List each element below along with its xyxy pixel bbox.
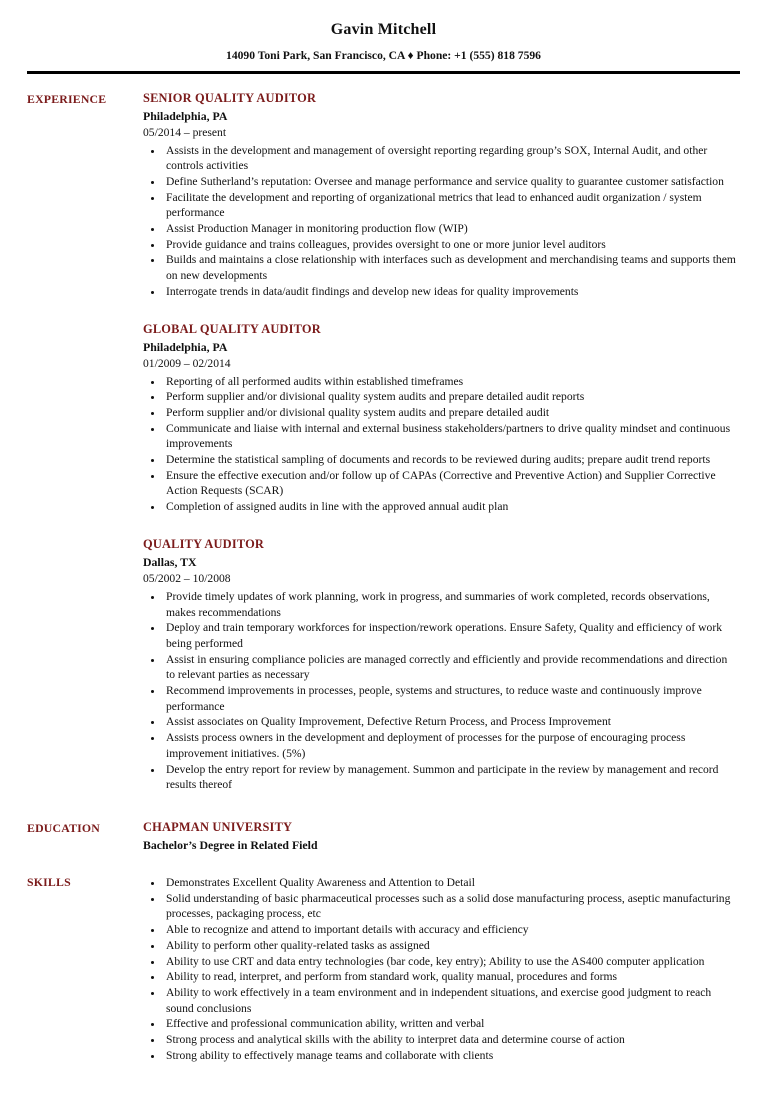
bullet-item: • Ability to perform other quality-related tasks as assigned — [164, 938, 738, 954]
job-location: Dallas, TX — [143, 554, 197, 569]
job-entry — [143, 322, 738, 515]
experience-jobs — [143, 91, 740, 794]
bullet-item: • Effective and professional communication ability, written and verbal — [164, 1016, 738, 1032]
bullet-item: • Completion of assigned audits in line with the approved annual audit plan — [164, 499, 738, 515]
bullet-item: • Develop the entry report for review by management. Summon and participate in the review by management and record results thereof — [164, 762, 738, 793]
skills-section — [27, 874, 740, 1063]
candidate-name: Gavin Mitchell — [330, 21, 437, 38]
section-label-experience: EXPERIENCE — [27, 91, 107, 106]
bullet-item: • Solid understanding of basic pharmaceutical processes such as a solid dose manufacturing process, aseptic manufacturing processes, packaging process, etc — [164, 891, 738, 922]
job-bullets — [143, 374, 738, 515]
job-entry — [143, 91, 738, 300]
education-degree: Bachelor’s Degree in Related Field — [143, 838, 318, 852]
bullet-item: • Define Sutherland’s reputation: Oversee and manage performance and service quality to guarantee customer satisfaction — [164, 174, 738, 190]
job-dates: 05/2014 – present — [143, 125, 227, 139]
bullet-item: • Demonstrates Excellent Quality Awareness and Attention to Detail — [164, 875, 738, 891]
bullet-item: • Reporting of all performed audits within established timeframes — [164, 374, 738, 390]
contact-line: 14090 Toni Park, San Francisco, CA ♦ Phone: +1 (555) 818 7596 — [226, 49, 541, 62]
job-title: GLOBAL QUALITY AUDITOR — [143, 321, 321, 336]
bullet-item: • Perform supplier and/or divisional quality system audits and prepare detailed audit reports — [164, 389, 738, 405]
bullet-item: • Determine the statistical sampling of documents and records to be reviewed during audits; prepare audit trend reports — [164, 452, 738, 468]
bullet-item: • Perform supplier and/or divisional quality system audits and prepare detailed audit — [164, 405, 738, 421]
bullet-item: • Ability to work effectively in a team environment and in independent situations, and exercise good judgment to reach sound conclusions — [164, 985, 738, 1016]
bullet-item: • Facilitate the development and reporting of organizational metrics that lead to enhanced audit organization / system performance — [164, 190, 738, 221]
bullet-item: • Interrogate trends in data/audit findings and develop new ideas for quality improvements — [164, 284, 738, 300]
skills-content — [143, 874, 740, 1063]
job-bullets — [143, 589, 738, 793]
job-bullets — [143, 143, 738, 300]
bullet-item: • Able to recognize and attend to important details with accuracy and efficiency — [164, 922, 738, 938]
job-dates: 01/2009 – 02/2014 — [143, 356, 231, 370]
job-location: Philadelphia, PA — [143, 108, 228, 123]
experience-section — [27, 91, 740, 794]
bullet-item: • Strong process and analytical skills with the ability to interpret data and determine course of action — [164, 1032, 738, 1048]
job-location: Philadelphia, PA — [143, 339, 228, 354]
bullet-item: • Assist in ensuring compliance policies are managed correctly and efficiently and provide recommendations and direction to relevant parties as necessary — [164, 652, 738, 683]
job-title: SENIOR QUALITY AUDITOR — [143, 90, 317, 105]
education-school: CHAPMAN UNIVERSITY — [143, 820, 293, 834]
bullet-item: • Assists process owners in the development and deployment of processes for the purpose of encouraging process improvement initiatives. (5%) — [164, 730, 738, 761]
skills-list — [143, 875, 738, 1063]
section-label-education: EDUCATION — [27, 821, 101, 835]
education-content — [143, 820, 740, 853]
bullet-item: • Strong ability to effectively manage teams and collaborate with clients — [164, 1048, 738, 1064]
bullet-item: • Assists in the development and management of oversight reporting regarding group’s SOX, Internal Audit, and other controls activities — [164, 143, 738, 174]
bullet-item: • Provide timely updates of work planning, work in progress, and summaries of work completed, records observations, makes recommendations — [164, 589, 738, 620]
job-entry — [143, 537, 738, 793]
bullet-item: • Ensure the effective execution and/or follow up of CAPAs (Corrective and Preventive Action) and Supplier Corrective Action Requests (SCAR) — [164, 468, 738, 499]
bullet-item: • Communicate and liaise with internal and external business stakeholders/partners to drive quality mindset and continuous improvements — [164, 421, 738, 452]
job-dates: 05/2002 – 10/2008 — [143, 571, 231, 585]
job-title: QUALITY AUDITOR — [143, 536, 265, 551]
resume-header — [27, 21, 740, 74]
bullet-item: • Assist Production Manager in monitoring production flow (WIP) — [164, 221, 738, 237]
bullet-item: • Builds and maintains a close relationship with interfaces such as development and merchandising teams and supports them on new developments — [164, 252, 738, 283]
bullet-item: • Ability to read, interpret, and perform from standard work, quality manual, procedures and forms — [164, 969, 738, 985]
bullet-item: • Recommend improvements in processes, people, systems and structures, to reduce waste and continuously improve performance — [164, 683, 738, 714]
header-divider — [27, 71, 740, 74]
bullet-item: • Provide guidance and trains colleagues, provides oversight to one or more junior level auditors — [164, 237, 738, 253]
bullet-item: • Deploy and train temporary workforces for inspection/rework operations. Ensure Safety, Quality and efficiency of work being performed — [164, 620, 738, 651]
bullet-item: • Ability to use CRT and data entry technologies (bar code, key entry); Ability to use the AS400 computer application — [164, 954, 738, 970]
section-label-skills: SKILLS — [27, 875, 71, 889]
bullet-item: • Assist associates on Quality Improvement, Defective Return Process, and Process Improvement — [164, 714, 738, 730]
education-section — [27, 820, 740, 853]
